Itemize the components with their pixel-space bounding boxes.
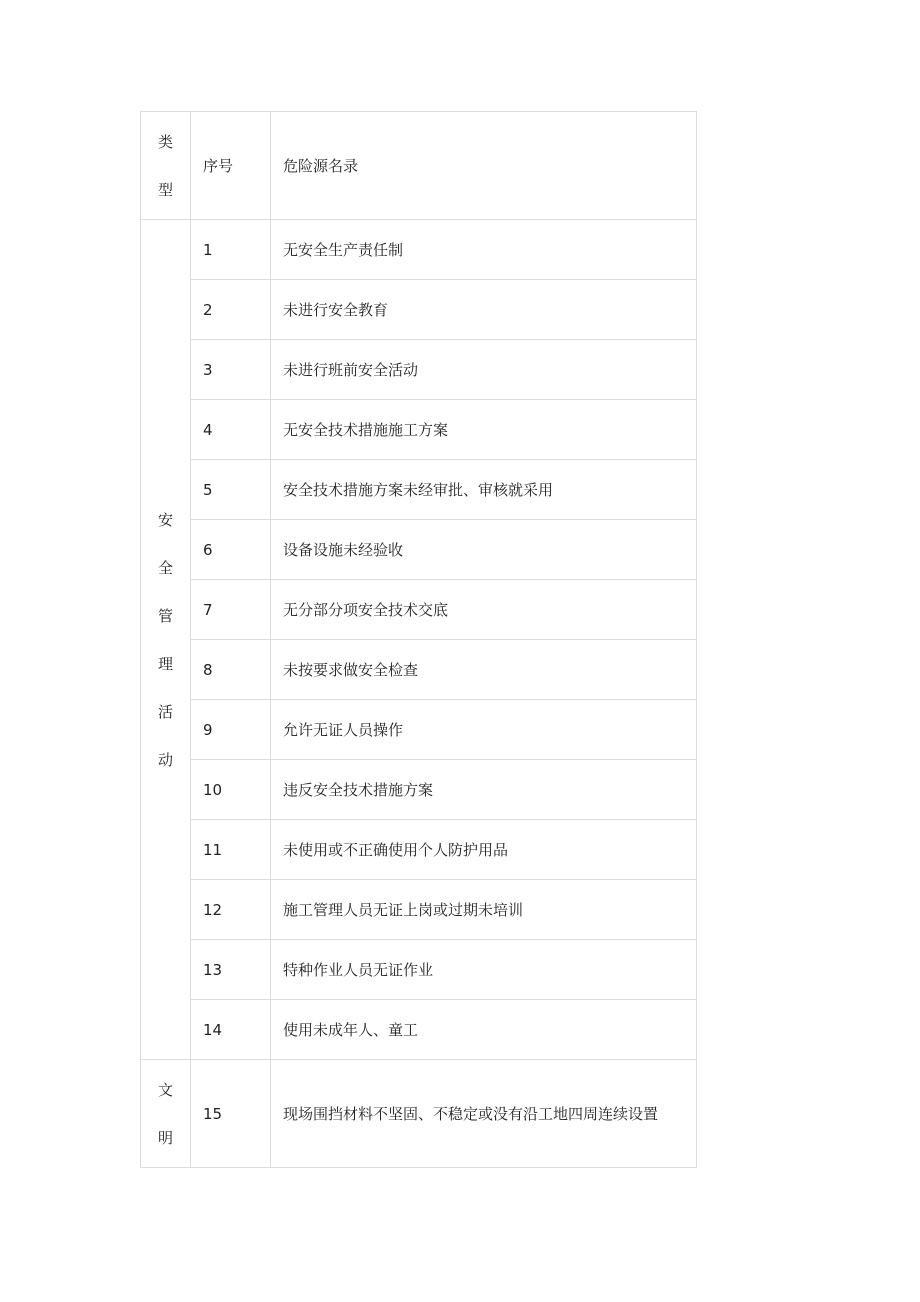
type-label bbox=[141, 496, 190, 784]
row-number-cell bbox=[191, 820, 271, 880]
hazard-name-cell bbox=[271, 700, 697, 760]
header-no-cell bbox=[191, 112, 271, 220]
type-char: 理 bbox=[157, 654, 173, 673]
hazard-name: 设备设施未经验收 bbox=[283, 541, 404, 559]
hazard-name-cell bbox=[271, 460, 697, 520]
header-type-label bbox=[141, 118, 190, 214]
row-number-cell bbox=[191, 1000, 271, 1060]
type-cell bbox=[141, 1060, 191, 1168]
row-number-cell bbox=[191, 400, 271, 460]
row-number-cell bbox=[191, 1060, 271, 1168]
table-row bbox=[141, 220, 697, 280]
header-name-label: 危险源名录 bbox=[283, 157, 359, 175]
row-number-cell bbox=[191, 580, 271, 640]
row-number: 13 bbox=[203, 960, 223, 979]
hazard-name: 违反安全技术措施方案 bbox=[283, 781, 434, 799]
table-row bbox=[141, 1060, 697, 1168]
type-char: 管 bbox=[157, 606, 173, 625]
hazard-name-cell bbox=[271, 1060, 697, 1168]
hazard-name: 安全技术措施方案未经审批、审核就采用 bbox=[283, 481, 554, 499]
table-row bbox=[141, 520, 697, 580]
row-number-cell bbox=[191, 760, 271, 820]
hazard-name-cell bbox=[271, 220, 697, 280]
row-number: 7 bbox=[203, 600, 213, 619]
row-number: 6 bbox=[203, 540, 213, 559]
table-row bbox=[141, 1000, 697, 1060]
table-header-row bbox=[141, 112, 697, 220]
hazard-name: 允许无证人员操作 bbox=[283, 721, 404, 739]
header-no-label: 序号 bbox=[203, 157, 234, 175]
type-char: 全 bbox=[157, 558, 173, 577]
hazard-name-cell bbox=[271, 640, 697, 700]
row-number: 4 bbox=[203, 420, 213, 439]
hazard-name: 无安全技术措施施工方案 bbox=[283, 421, 449, 439]
hazard-name-cell bbox=[271, 580, 697, 640]
hazard-name-cell bbox=[271, 820, 697, 880]
row-number: 12 bbox=[203, 900, 223, 919]
table-row bbox=[141, 880, 697, 940]
hazard-name-cell bbox=[271, 400, 697, 460]
row-number: 9 bbox=[203, 720, 213, 739]
hazard-name-cell bbox=[271, 760, 697, 820]
hazard-name: 施工管理人员无证上岗或过期未培训 bbox=[283, 901, 524, 919]
table-body bbox=[141, 112, 697, 1168]
hazard-name-cell bbox=[271, 280, 697, 340]
row-number-cell bbox=[191, 520, 271, 580]
header-type-cell bbox=[141, 112, 191, 220]
type-char: 类 bbox=[157, 132, 173, 151]
hazard-name-cell bbox=[271, 520, 697, 580]
type-char: 活 bbox=[157, 702, 173, 721]
table-row bbox=[141, 820, 697, 880]
row-number-cell bbox=[191, 280, 271, 340]
type-char: 文 bbox=[157, 1080, 173, 1099]
type-char: 型 bbox=[157, 180, 173, 199]
hazard-name: 无安全生产责任制 bbox=[283, 241, 404, 259]
table-row bbox=[141, 400, 697, 460]
type-char: 动 bbox=[157, 750, 173, 769]
row-number: 14 bbox=[203, 1020, 223, 1039]
table-row bbox=[141, 640, 697, 700]
hazard-name: 未进行班前安全活动 bbox=[283, 361, 419, 379]
hazard-name-cell bbox=[271, 1000, 697, 1060]
type-char: 明 bbox=[157, 1128, 173, 1147]
hazard-name-cell bbox=[271, 340, 697, 400]
table-row bbox=[141, 760, 697, 820]
row-number: 2 bbox=[203, 300, 213, 319]
table-row bbox=[141, 280, 697, 340]
type-cell bbox=[141, 220, 191, 1060]
row-number: 8 bbox=[203, 660, 213, 679]
hazard-name-cell bbox=[271, 940, 697, 1000]
hazard-name: 使用未成年人、童工 bbox=[283, 1021, 419, 1039]
row-number: 1 bbox=[203, 240, 213, 259]
row-number: 15 bbox=[203, 1104, 223, 1123]
hazard-name: 无分部分项安全技术交底 bbox=[283, 601, 449, 619]
table-row bbox=[141, 940, 697, 1000]
header-name-cell bbox=[271, 112, 697, 220]
table-row bbox=[141, 460, 697, 520]
hazard-name: 特种作业人员无证作业 bbox=[283, 961, 434, 979]
row-number-cell bbox=[191, 220, 271, 280]
hazard-table bbox=[140, 111, 697, 1168]
row-number-cell bbox=[191, 460, 271, 520]
row-number: 3 bbox=[203, 360, 213, 379]
hazard-name: 未使用或不正确使用个人防护用品 bbox=[283, 841, 509, 859]
type-label bbox=[141, 1066, 190, 1162]
table-row bbox=[141, 340, 697, 400]
row-number-cell bbox=[191, 940, 271, 1000]
row-number-cell bbox=[191, 340, 271, 400]
table-row bbox=[141, 700, 697, 760]
type-char: 安 bbox=[157, 510, 173, 529]
row-number-cell bbox=[191, 700, 271, 760]
hazard-name: 未按要求做安全检查 bbox=[283, 661, 419, 679]
row-number-cell bbox=[191, 640, 271, 700]
row-number: 11 bbox=[203, 840, 223, 859]
hazard-name: 未进行安全教育 bbox=[283, 301, 389, 319]
row-number: 5 bbox=[203, 480, 213, 499]
hazard-name: 现场围挡材料不坚固、不稳定或没有沿工地四周连续设置 bbox=[283, 1104, 659, 1123]
hazard-name-cell bbox=[271, 880, 697, 940]
row-number-cell bbox=[191, 880, 271, 940]
row-number: 10 bbox=[203, 780, 223, 799]
table-row bbox=[141, 580, 697, 640]
